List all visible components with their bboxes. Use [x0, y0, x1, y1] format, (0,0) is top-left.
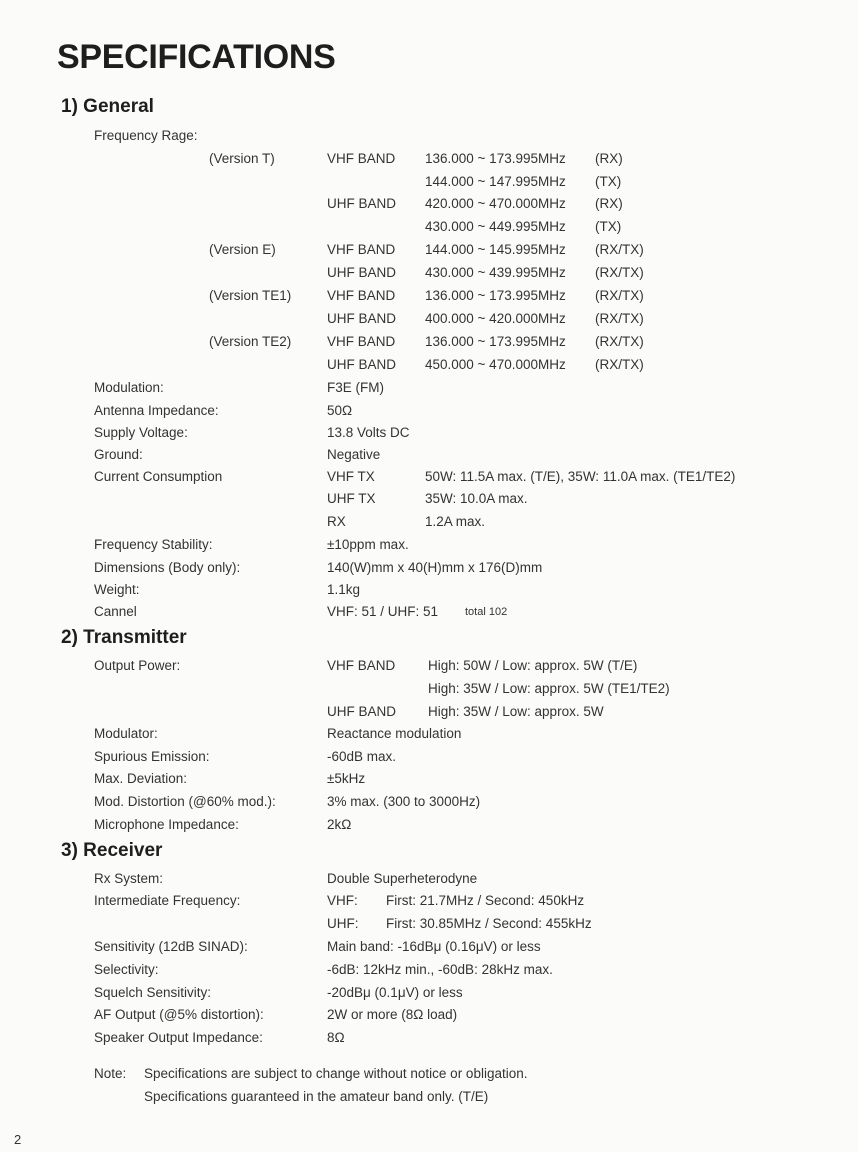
version-te1-label: (Version TE1) — [209, 288, 292, 303]
current-vhf-tx-value: 50W: 11.5A max. (T/E), 35W: 11.0A max. (TE1/TE2) — [425, 469, 736, 484]
rx-system-label: Rx System: — [94, 871, 164, 886]
frequency-mode-value: (RX/TX) — [595, 311, 644, 326]
channel-label: Cannel — [94, 604, 137, 619]
frequency-range-value: 430.000 ~ 439.995MHz — [425, 265, 566, 280]
frequency-range-label: Frequency Rage: — [94, 128, 198, 143]
frequency-range-value: 450.000 ~ 470.000MHz — [425, 357, 566, 372]
frequency-mode-value: (TX) — [595, 174, 622, 189]
if-vhf-value: First: 21.7MHz / Second: 450kHz — [386, 893, 585, 908]
microphone-impedance-label: Microphone Impedance: — [94, 817, 239, 832]
max-deviation-label: Max. Deviation: — [94, 771, 188, 786]
modulator-value: Reactance modulation — [327, 726, 462, 741]
output-power-value: High: 50W / Low: approx. 5W (T/E) — [428, 658, 638, 673]
ground-value: Negative — [327, 447, 381, 462]
weight-value: 1.1kg — [327, 582, 361, 597]
frequency-mode-value: (RX/TX) — [595, 265, 644, 280]
frequency-mode-value: (RX/TX) — [595, 357, 644, 372]
channel-total-value: total 102 — [465, 606, 508, 618]
modulation-value: F3E (FM) — [327, 380, 384, 395]
frequency-mode-value: (RX/TX) — [595, 288, 644, 303]
frequency-range-value: 136.000 ~ 173.995MHz — [425, 334, 566, 349]
band-label: UHF BAND — [327, 265, 397, 280]
spurious-emission-label: Spurious Emission: — [94, 749, 210, 764]
mod-distortion-value: 3% max. (300 to 3000Hz) — [327, 794, 481, 809]
frequency-range-value: 136.000 ~ 173.995MHz — [425, 288, 566, 303]
frequency-mode-value: (RX/TX) — [595, 242, 644, 257]
if-vhf-label: VHF: — [327, 893, 358, 908]
intermediate-frequency-label: Intermediate Frequency: — [94, 893, 241, 908]
band-label: UHF BAND — [327, 357, 397, 372]
af-output-value: 2W or more (8Ω load) — [327, 1007, 458, 1022]
note-label: Note: — [94, 1066, 127, 1081]
sensitivity-value: Main band: -16dBμ (0.16μV) or less — [327, 939, 541, 954]
output-power-label: Output Power: — [94, 658, 181, 673]
antenna-impedance-value: 50Ω — [327, 403, 353, 418]
band-label: VHF BAND — [327, 288, 396, 303]
band-label: VHF BAND — [327, 334, 396, 349]
frequency-mode-value: (RX) — [595, 196, 623, 211]
frequency-range-value: 144.000 ~ 147.995MHz — [425, 174, 566, 189]
section-heading-receiver: 3) Receiver — [61, 840, 163, 861]
ground-label: Ground: — [94, 447, 143, 462]
weight-label: Weight: — [94, 582, 140, 597]
frequency-range-value: 400.000 ~ 420.000MHz — [425, 311, 566, 326]
spurious-emission-value: -60dB max. — [327, 749, 397, 764]
if-uhf-value: First: 30.85MHz / Second: 455kHz — [386, 916, 592, 931]
note-line: Specifications guaranteed in the amateur band only. (T/E) — [144, 1089, 489, 1104]
frequency-stability-value: ±10ppm max. — [327, 537, 409, 552]
current-rx-value: 1.2A max. — [425, 514, 486, 529]
sensitivity-label: Sensitivity (12dB SINAD): — [94, 939, 248, 954]
band-label: VHF BAND — [327, 658, 396, 673]
page-number: 2 — [14, 1132, 22, 1147]
current-uhf-tx-label: UHF TX — [327, 491, 376, 506]
microphone-impedance-value: 2kΩ — [327, 817, 352, 832]
mod-distortion-label: Mod. Distortion (@60% mod.): — [94, 794, 276, 809]
max-deviation-value: ±5kHz — [327, 771, 366, 786]
current-vhf-tx-label: VHF TX — [327, 469, 375, 484]
selectivity-label: Selectivity: — [94, 962, 159, 977]
current-uhf-tx-value: 35W: 10.0A max. — [425, 491, 528, 506]
supply-voltage-value: 13.8 Volts DC — [327, 425, 410, 440]
band-label: UHF BAND — [327, 196, 397, 211]
squelch-sensitivity-value: -20dBμ (0.1μV) or less — [327, 985, 463, 1000]
selectivity-value: -6dB: 12kHz min., -60dB: 28kHz max. — [327, 962, 553, 977]
output-power-value: High: 35W / Low: approx. 5W — [428, 704, 604, 719]
version-te2-label: (Version TE2) — [209, 334, 292, 349]
frequency-mode-value: (RX/TX) — [595, 334, 644, 349]
band-label: VHF BAND — [327, 151, 396, 166]
version-e-label: (Version E) — [209, 242, 276, 257]
section-heading-general: 1) General — [61, 96, 154, 117]
modulation-label: Modulation: — [94, 380, 164, 395]
dimensions-value: 140(W)mm x 40(H)mm x 176(D)mm — [327, 560, 543, 575]
band-label: UHF BAND — [327, 311, 397, 326]
frequency-range-value: 420.000 ~ 470.000MHz — [425, 196, 566, 211]
note-line: Specifications are subject to change without notice or obligation. — [144, 1066, 528, 1081]
band-label: VHF BAND — [327, 242, 396, 257]
frequency-mode-value: (TX) — [595, 219, 622, 234]
frequency-mode-value: (RX) — [595, 151, 623, 166]
band-label: UHF BAND — [327, 704, 397, 719]
frequency-range-value: 144.000 ~ 145.995MHz — [425, 242, 566, 257]
modulator-label: Modulator: — [94, 726, 158, 741]
frequency-stability-label: Frequency Stability: — [94, 537, 213, 552]
antenna-impedance-label: Antenna Impedance: — [94, 403, 219, 418]
supply-voltage-label: Supply Voltage: — [94, 425, 188, 440]
frequency-range-value: 430.000 ~ 449.995MHz — [425, 219, 566, 234]
frequency-range-value: 136.000 ~ 173.995MHz — [425, 151, 566, 166]
current-rx-label: RX — [327, 514, 346, 529]
channel-value: VHF: 51 / UHF: 51 — [327, 604, 439, 619]
page-title: SPECIFICATIONS — [57, 38, 336, 76]
version-t-label: (Version T) — [209, 151, 275, 166]
af-output-label: AF Output (@5% distortion): — [94, 1007, 264, 1022]
squelch-sensitivity-label: Squelch Sensitivity: — [94, 985, 212, 1000]
output-power-value: High: 35W / Low: approx. 5W (TE1/TE2) — [428, 681, 670, 696]
current-consumption-label: Current Consumption — [94, 469, 223, 484]
rx-system-value: Double Superheterodyne — [327, 871, 478, 886]
speaker-impedance-label: Speaker Output Impedance: — [94, 1030, 263, 1045]
dimensions-label: Dimensions (Body only): — [94, 560, 241, 575]
section-heading-transmitter: 2) Transmitter — [61, 627, 187, 648]
if-uhf-label: UHF: — [327, 916, 359, 931]
speaker-impedance-value: 8Ω — [327, 1030, 345, 1045]
